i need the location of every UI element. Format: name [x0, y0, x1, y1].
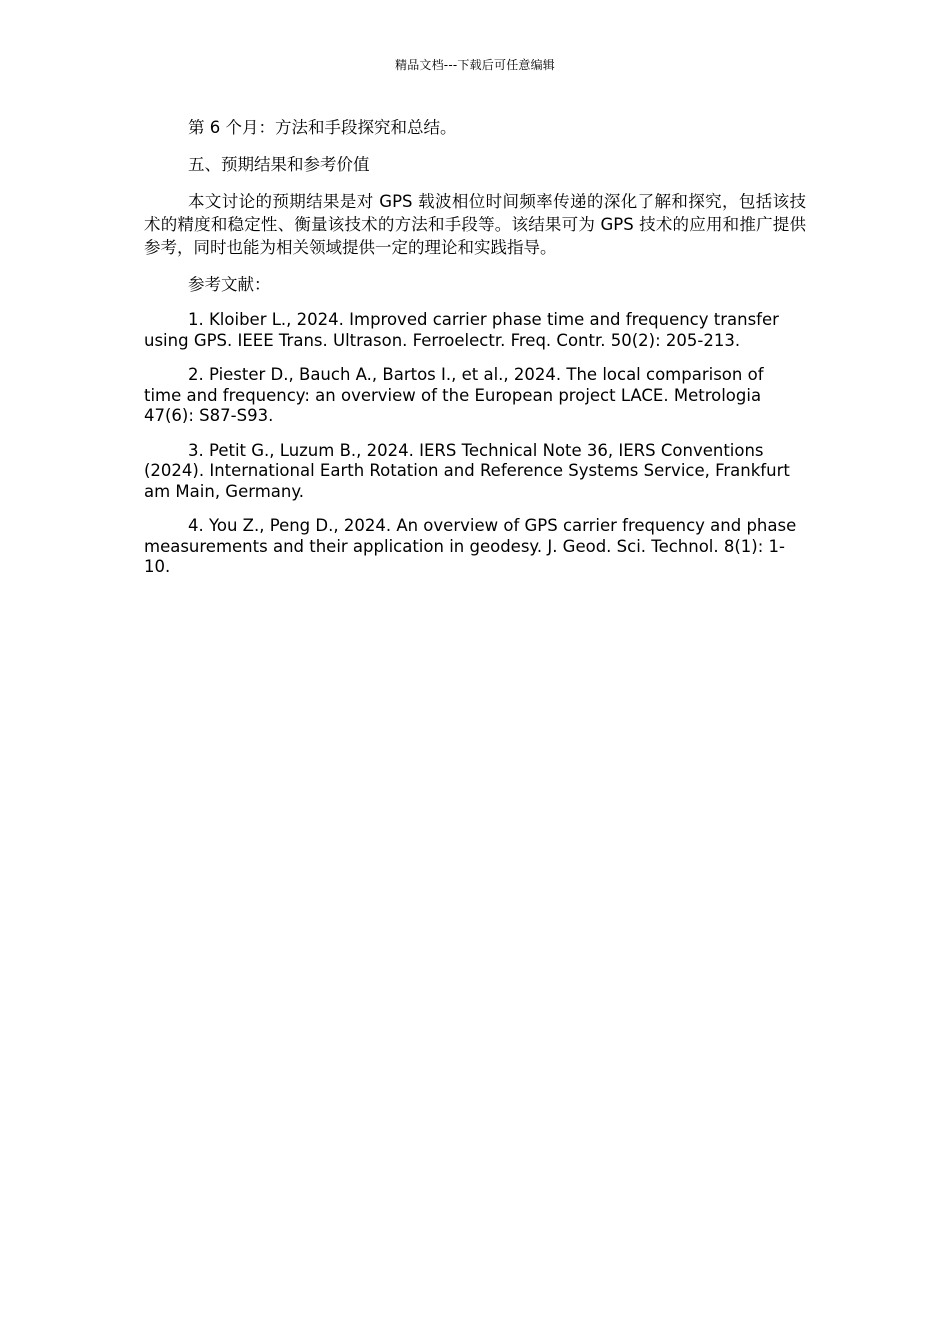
summary-paragraph: 本文讨论的预期结果是对 GPS 载波相位时间频率传递的深化了解和探究，包括该技术的精度和稳定性、衡量该技术的方法和手段等。该结果可为 GPS 技术的应用和推广提供参考，同时也能为相关领域提供一定的理论和实践指导。 — [144, 192, 806, 257]
reference-list — [144, 310, 806, 578]
reference-item: 1. Kloiber L., 2024. Improved carrier phase time and frequency transfer using GPS. IEEE Trans. Ultrason. Ferroelectr. Freq. Contr. 50(2): 205-213. — [144, 310, 779, 350]
reference-item: 3. Petit G., Luzum B., 2024. IERS Technical Note 36, IERS Conventions (2024). International Earth Rotation and Reference Systems Service, Frankfurt am Main, Germany. — [144, 440, 790, 501]
references-heading: 参考文献： — [188, 275, 271, 294]
reference-item: 4. You Z., Peng D., 2024. An overview of GPS carrier frequency and phase measurements and their application in geodesy. J. Geod. Sci. Technol. 8(1): 1-10. — [144, 516, 797, 576]
reference-item: 2. Piester D., Bauch A., Bartos I., et al., 2024. The local comparison of time and frequency: an overview of the European project LACE. Metrologia 47(6): S87-S93. — [144, 365, 764, 425]
document-body — [144, 116, 806, 592]
section-heading: 五、预期结果和参考价值 — [188, 155, 370, 174]
page-header: 精品文档---下载后可任意编辑 — [395, 58, 555, 72]
schedule-month-6: 第 6 个月：方法和手段探究和总结。 — [188, 118, 457, 137]
